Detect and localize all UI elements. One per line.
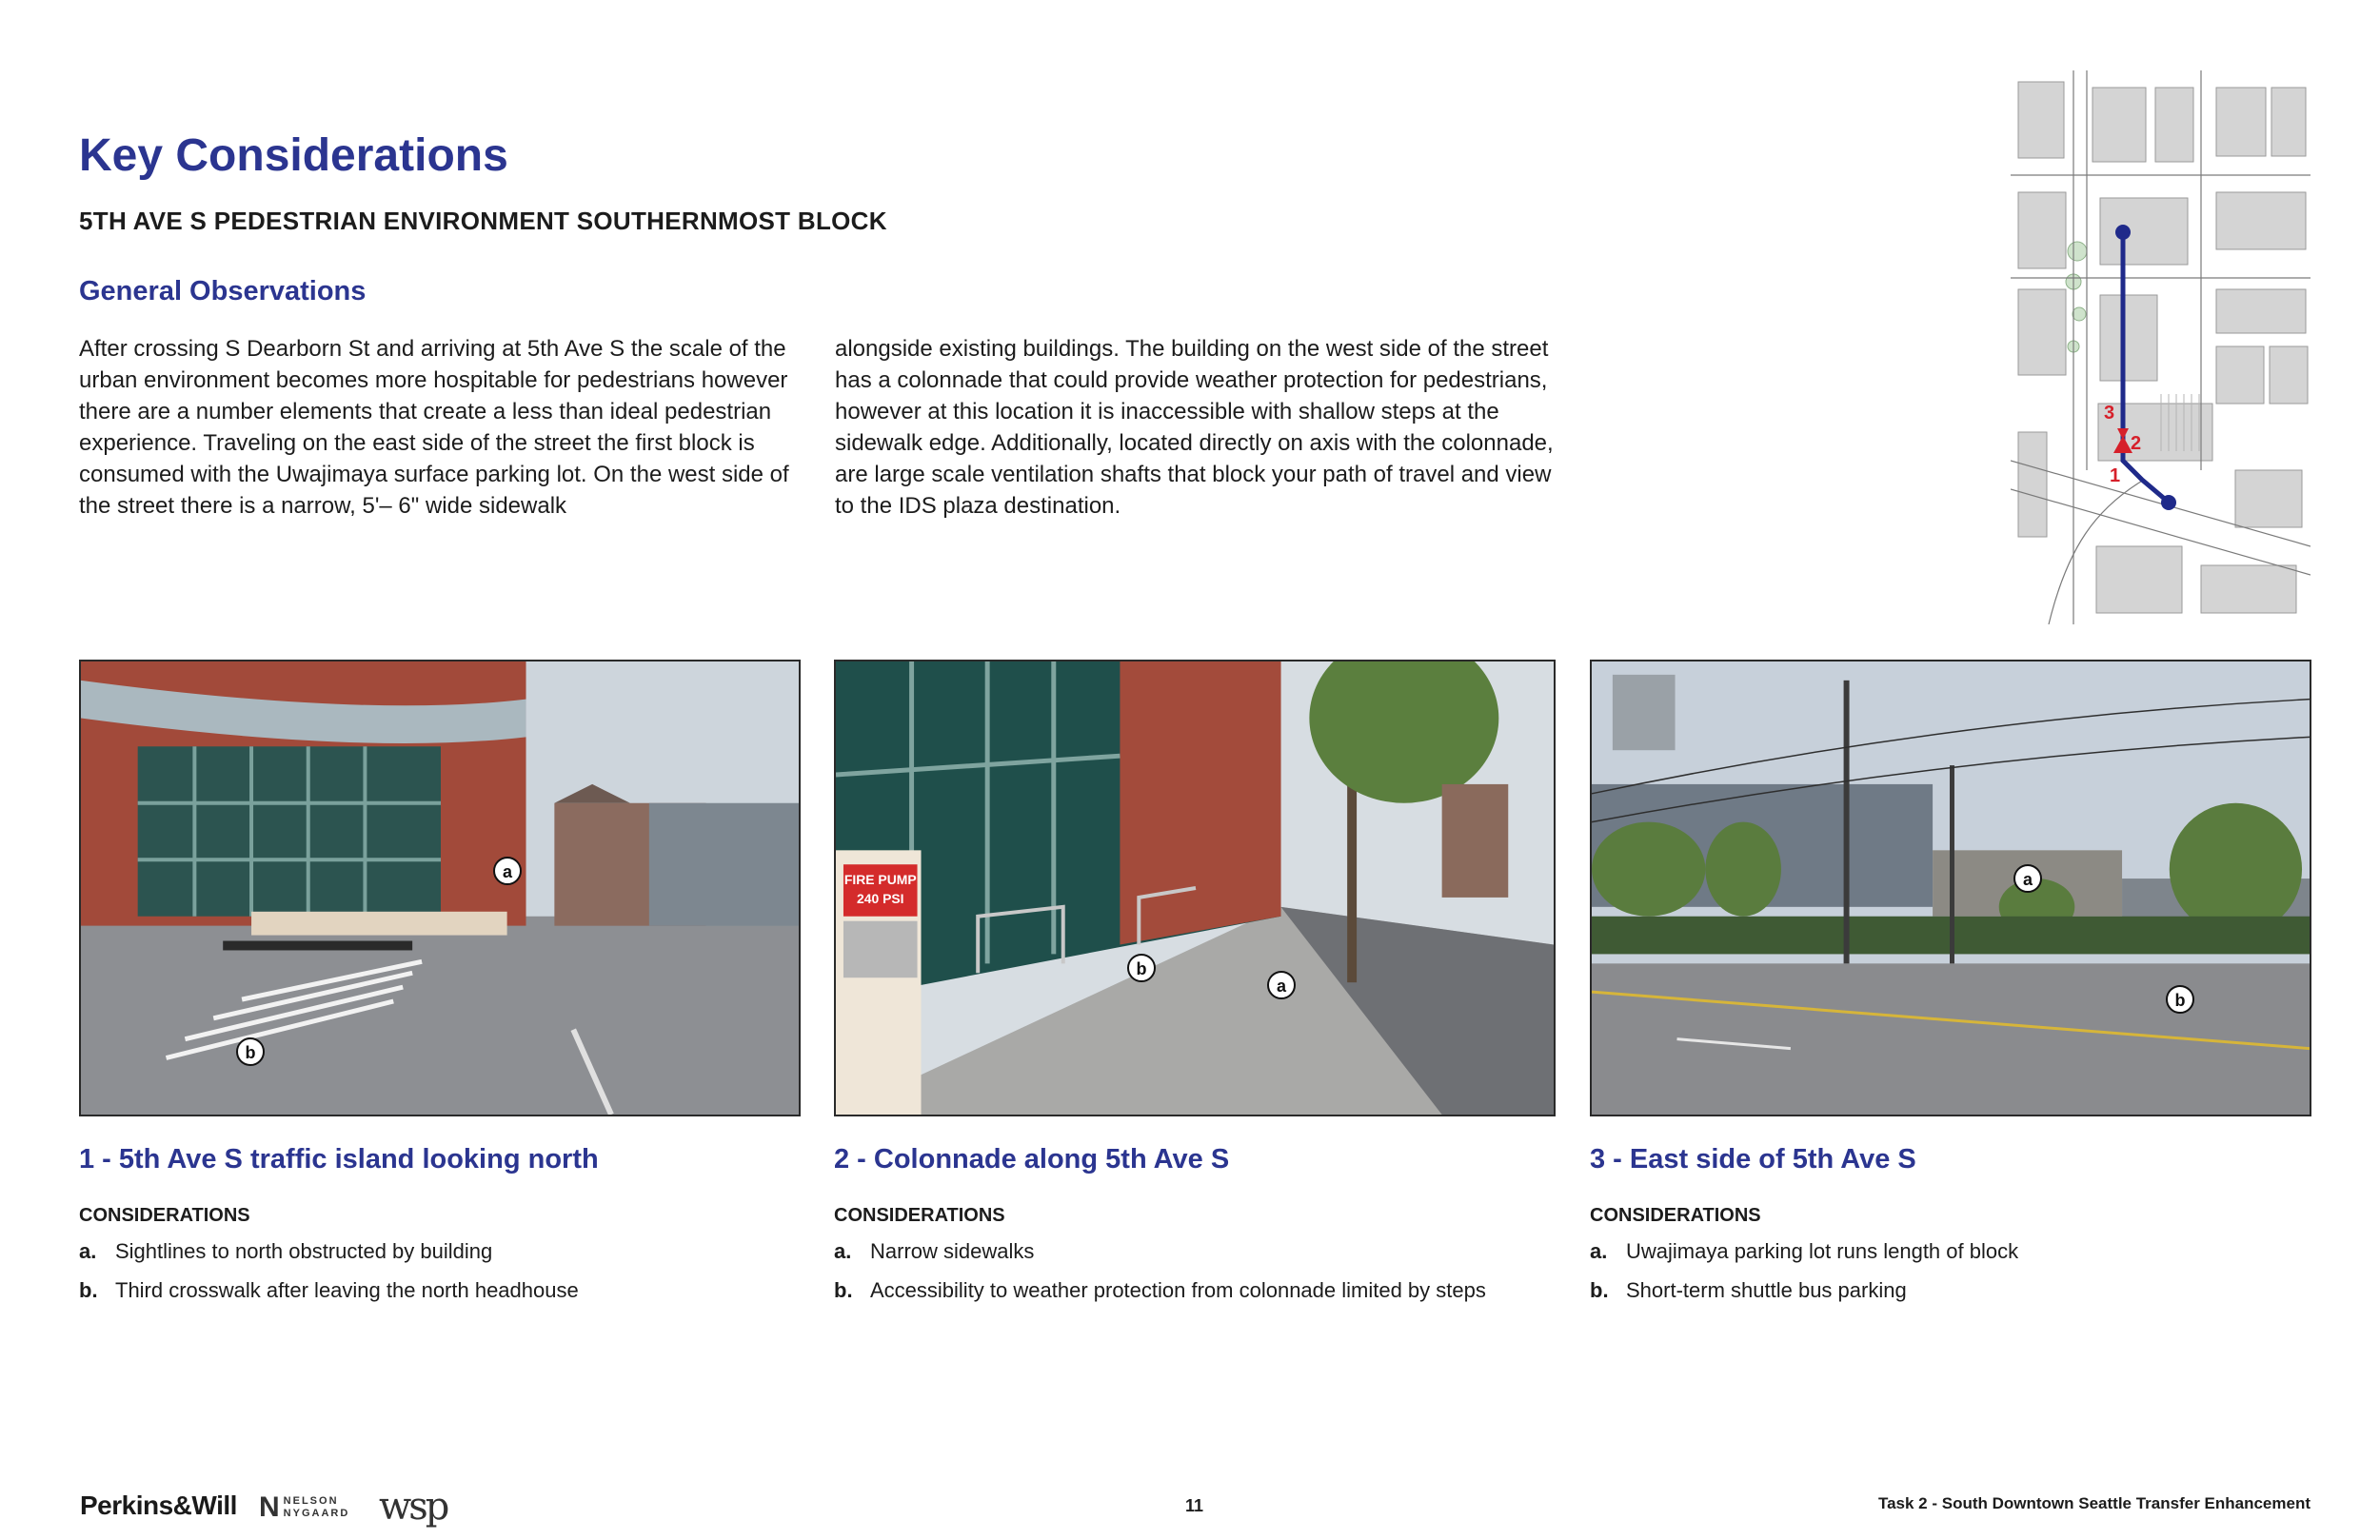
list-item: [834, 1276, 1500, 1304]
photo-3: [1590, 660, 2311, 1116]
page-subtitle: 5TH AVE S PEDESTRIAN ENVIRONMENT SOUTHERNMOST BLOCK: [79, 207, 887, 235]
item-letter: b.: [1590, 1278, 1609, 1302]
section-heading: General Observations: [79, 276, 367, 306]
body-text-column-1: After crossing S Dearborn St and arriving at 5th Ave S the scale of the urban environment becomes more hospitable for pedestrians however there are a number elements that create a less than ideal pedestrian experience. Traveling on the east side of the street the first block is consumed with the Uwajimaya surface parking lot. On the west side of the street there is a narrow, 5'– 6" wide sidewalk: [79, 336, 789, 519]
footer-task-title: Task 2 - South Downtown Seattle Transfer Enhancement: [1877, 1494, 2311, 1512]
photo-3-caption: 3 - East side of 5th Ave S: [1590, 1144, 1916, 1175]
photo-2-marker-a: a: [1267, 971, 1296, 999]
item-letter: b.: [834, 1278, 853, 1302]
item-letter: b.: [79, 1278, 98, 1302]
list-item: [79, 1237, 745, 1265]
page-number: 11: [1185, 1496, 1204, 1515]
photo-2-marker-b: b: [1127, 954, 1156, 982]
item-text: Uwajimaya parking lot runs length of block: [1626, 1239, 2019, 1263]
photo-1-caption: 1 - 5th Ave S traffic island looking north: [79, 1144, 599, 1175]
photo-1-marker-a: a: [493, 857, 522, 885]
item-text: Sightlines to north obstructed by building: [115, 1239, 493, 1263]
photo-2-caption: 2 - Colonnade along 5th Ave S: [834, 1144, 1230, 1175]
body-text-column-2: alongside existing buildings. The building on the west side of the street has a colonnade that could provide weather protection for pedestrians, however at this location it is inaccessible with shallow steps at the sidewalk edge. Additionally, located directly on axis with the colonnade, are large scale ventilation shafts that block your path of travel and view to the IDS plaza destination.: [835, 336, 1554, 519]
item-text: Short-term shuttle bus parking: [1626, 1278, 1907, 1302]
page-title: Key Considerations: [79, 130, 508, 181]
site-map: [2011, 70, 2311, 624]
photo-1-considerations-list: [79, 1237, 745, 1315]
fire-pump-sign-line-2: 240 PSI: [856, 890, 904, 906]
nelson-nygaard-logo: [259, 1491, 349, 1524]
item-text: Accessibility to weather protection from colonnade limited by steps: [870, 1278, 1486, 1302]
photo-1-considerations-label: CONSIDERATIONS: [79, 1205, 250, 1226]
photo-3-considerations-list: [1590, 1237, 2256, 1315]
item-letter: a.: [834, 1239, 852, 1263]
list-item: [79, 1276, 745, 1304]
fire-pump-sign-line-1: FIRE PUMP: [843, 872, 917, 888]
list-item: [1590, 1237, 2256, 1265]
list-item: [834, 1237, 1500, 1265]
perkins-will-logo: Perkins&Will: [80, 1491, 237, 1520]
nelson-n-icon: N: [259, 1491, 280, 1523]
photo-1-marker-b: b: [236, 1037, 265, 1066]
nelson-text: NELSON: [283, 1495, 339, 1507]
item-text: Narrow sidewalks: [870, 1239, 1035, 1263]
photo-2-considerations-label: CONSIDERATIONS: [834, 1205, 1005, 1226]
photo-3-marker-a: a: [2013, 864, 2042, 893]
photo-2-considerations-list: [834, 1237, 1500, 1315]
map-label-1: 1: [2110, 465, 2121, 486]
photo-3-marker-b: b: [2166, 985, 2194, 1014]
photo-2: [834, 660, 1556, 1116]
map-label-2: 2: [2131, 433, 2142, 454]
photo-3-considerations-label: CONSIDERATIONS: [1590, 1205, 1761, 1226]
map-label-3: 3: [2104, 403, 2115, 424]
photo-1: [79, 660, 801, 1116]
item-text: Third crosswalk after leaving the north headhouse: [115, 1278, 579, 1302]
list-item: [1590, 1276, 2256, 1304]
nygaard-text: NYGAARD: [283, 1508, 350, 1519]
item-letter: a.: [79, 1239, 97, 1263]
item-letter: a.: [1590, 1239, 1608, 1263]
wsp-logo: wsp: [379, 1485, 447, 1529]
